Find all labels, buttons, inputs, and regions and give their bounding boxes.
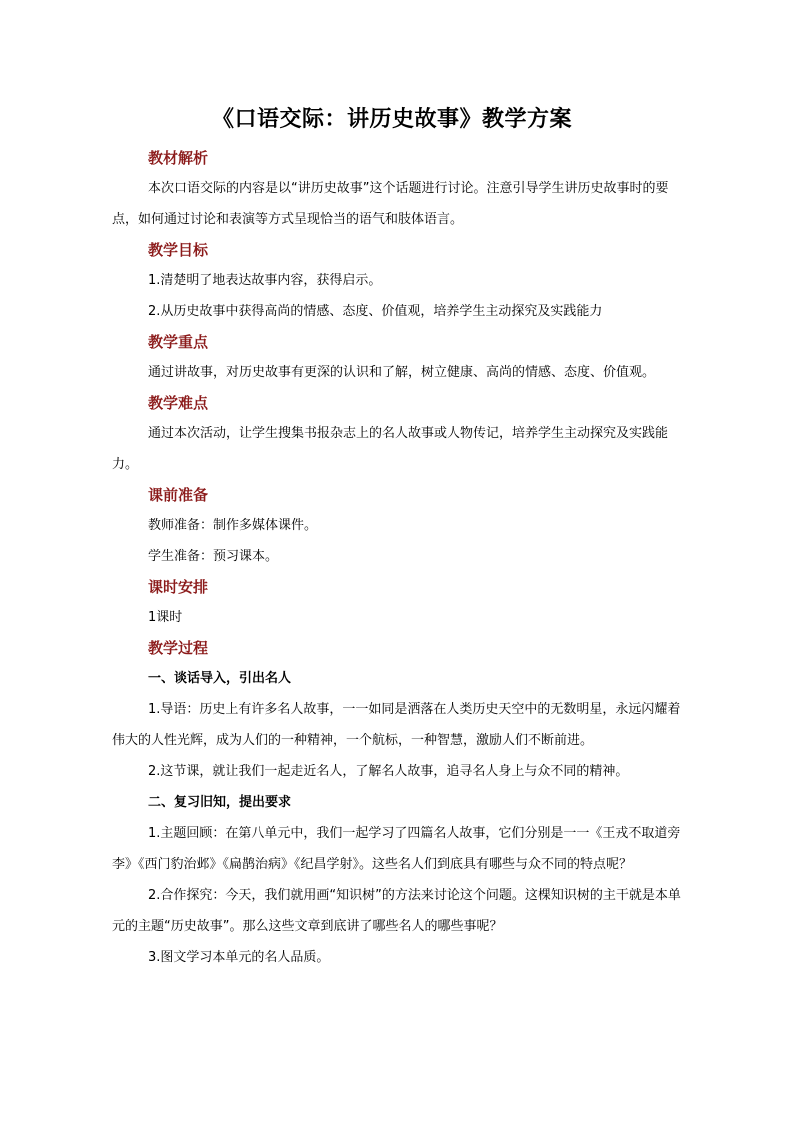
paragraph: 本次口语交际的内容是以“讲历史故事”这个话题进行讨论。注意引导学生讲历史故事时的要点，如何通过讨论和表演等方式呈现恰当的语气和肢体语言。 — [112, 181, 669, 227]
section-heading-process: 教学过程 — [148, 639, 209, 657]
page-title: 《口语交际：讲历史故事》教学方案 — [212, 106, 573, 132]
section-heading-schedule: 课时安排 — [148, 578, 209, 596]
paragraph: 1.主题回顾：在第八单元中，我们一起学习了四篇名人故事，它们分别是一一《王戎不取道旁李》《西门豹治邺》《扁鹊治病》《纪昌学射》。这些名人们到底具有哪些与众不同的特点呢？ — [112, 826, 681, 872]
section-heading-analysis: 教材解析 — [148, 149, 209, 167]
paragraph: 3.图文学习本单元的名人品质。 — [148, 950, 330, 965]
section-heading-preparation: 课前准备 — [148, 486, 209, 504]
section-heading-goals: 教学目标 — [148, 241, 209, 259]
paragraph: 2.合作探究：今天，我们就用画“知识树”的方法来讨论这个问题。这棵知识树的主干就是本单元的主题“历史故事”。那么这些文章到底讲了哪些名人的哪些事呢？ — [112, 888, 681, 934]
paragraph: 通过讲故事，对历史故事有更深的认识和了解，树立健康、高尚的情感、态度、价值观。 — [148, 365, 656, 380]
paragraph: 教师准备：制作多媒体课件。 — [148, 518, 318, 533]
subheading-part-2: 二、复习旧知，提出要求 — [148, 795, 292, 810]
paragraph: 1课时 — [148, 610, 183, 625]
paragraph: 学生准备：预习课本。 — [148, 549, 279, 564]
section-heading-focus: 教学重点 — [148, 333, 209, 351]
paragraph: 2.从历史故事中获得高尚的情感、态度、价值观，培养学生主动探究及实践能力 — [148, 304, 603, 319]
paragraph: 2.这节课，就让我们一起走近名人，了解名人故事，追寻名人身上与众不同的精神。 — [148, 764, 629, 779]
paragraph: 1.导语：历史上有许多名人故事，一一如同是洒落在人类历史天空中的无数明星，永远闪耀着伟大的人性光辉，成为人们的一种精神，一个航标，一种智慧，激励人们不断前进。 — [112, 702, 681, 748]
section-heading-difficulty: 教学难点 — [148, 394, 209, 412]
document-content — [112, 103, 686, 973]
paragraph: 1.清楚明了地表达故事内容，获得启示。 — [148, 273, 382, 288]
paragraph: 通过本次活动，让学生搜集书报杂志上的名人故事或人物传记，培养学生主动探究及实践能力。 — [112, 426, 669, 472]
subheading-part-1: 一、谈话导入，引出名人 — [148, 671, 292, 686]
